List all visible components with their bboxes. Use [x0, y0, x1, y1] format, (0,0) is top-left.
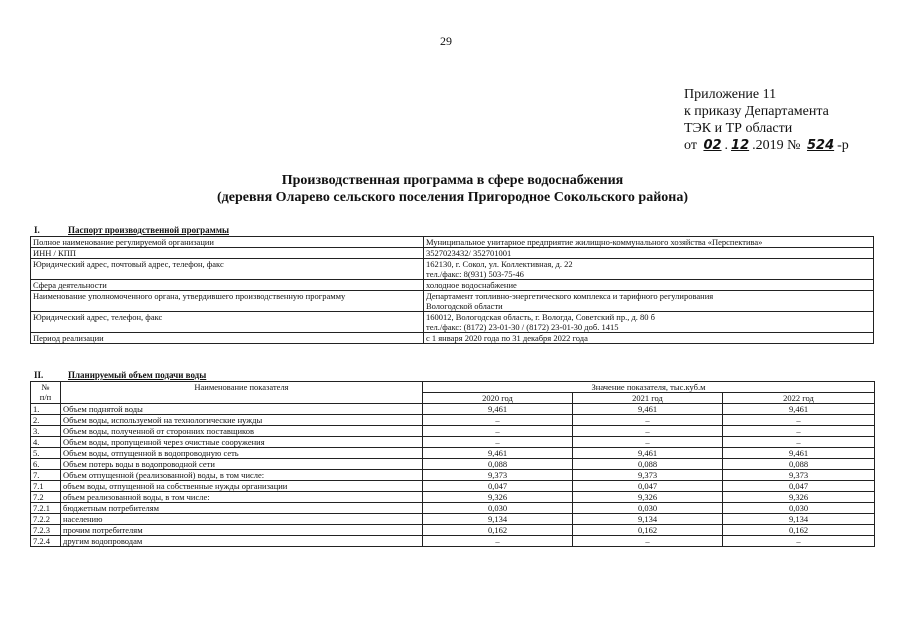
- indicator-value: 9,461: [573, 448, 723, 459]
- passport-value: [424, 237, 874, 248]
- order-suffix: -р: [837, 138, 849, 153]
- header-text: п/п: [39, 392, 52, 402]
- indicator-value: 9,373: [423, 470, 573, 481]
- row-number: 3.: [31, 426, 61, 437]
- passport-value-line: 160012, Вологодская область, г. Вологда, Советский пр., д. 80 б: [426, 312, 656, 322]
- header-year: 2022 год: [723, 393, 875, 404]
- row-number: 7.: [31, 470, 61, 481]
- indicator-value: 9,461: [723, 448, 875, 459]
- row-number: 7.2: [31, 492, 61, 503]
- title-line: (деревня Оларево сельского поселения Пригородное Сокольского района): [216, 190, 689, 205]
- indicator-value: –: [423, 536, 573, 547]
- header-num-cell: [31, 382, 61, 404]
- date-prefix: от: [684, 138, 697, 153]
- header-text: №: [41, 382, 50, 392]
- page-number: 29: [440, 34, 452, 48]
- indicator-value: –: [723, 426, 875, 437]
- header-value-group: Значение показателя, тыс.куб.м: [423, 382, 875, 393]
- passport-label: Период реализации: [31, 333, 424, 344]
- indicator-value: 9,326: [723, 492, 875, 503]
- passport-label: Юридический адрес, телефон, факс: [31, 312, 424, 333]
- passport-value: [424, 312, 874, 333]
- table-row: [31, 312, 874, 333]
- indicator-value: 0,162: [723, 525, 875, 536]
- indicator-value: 0,088: [723, 459, 875, 470]
- table-row: [31, 459, 875, 470]
- indicator-name: Объем воды, полученной от сторонних поставщиков: [61, 426, 423, 437]
- table-row: [31, 503, 875, 514]
- indicator-name: Объем воды, используемой на технологические нужды: [61, 415, 423, 426]
- indicator-name: объем реализованной воды, в том числе:: [61, 492, 423, 503]
- passport-value-line: 3527023432/ 352701001: [426, 248, 512, 258]
- indicator-name: населению: [61, 514, 423, 525]
- table-row: [31, 481, 875, 492]
- handwritten-day: 02: [703, 138, 722, 153]
- handwritten-month: 12: [731, 138, 750, 153]
- passport-value: [424, 291, 874, 312]
- table-row: [31, 280, 874, 291]
- row-number: 7.2.3: [31, 525, 61, 536]
- section-number: II.: [34, 370, 44, 380]
- indicator-value: –: [723, 415, 875, 426]
- passport-value: [424, 259, 874, 280]
- passport-value: [424, 280, 874, 291]
- indicator-name: Объем отпущенной (реализованной) воды, в том числе:: [61, 470, 423, 481]
- table-row: [31, 237, 874, 248]
- indicator-value: 9,461: [723, 404, 875, 415]
- row-number: 7.2.2: [31, 514, 61, 525]
- indicator-name: другим водопроводам: [61, 536, 423, 547]
- indicator-value: 0,162: [423, 525, 573, 536]
- table-row: [31, 525, 875, 536]
- indicator-value: 0,047: [723, 481, 875, 492]
- passport-table: [30, 236, 874, 344]
- indicator-value: 0,030: [573, 503, 723, 514]
- passport-value-line: 162130, г. Сокол, ул. Коллективная, д. 22: [426, 259, 573, 269]
- indicator-value: –: [573, 426, 723, 437]
- indicator-value: 9,461: [573, 404, 723, 415]
- indicator-value: 0,047: [423, 481, 573, 492]
- section-heading: [34, 225, 229, 235]
- row-number: 5.: [31, 448, 61, 459]
- section-title: Планируемый объем подачи воды: [68, 370, 207, 380]
- indicator-value: 9,134: [423, 514, 573, 525]
- indicator-value: –: [723, 437, 875, 448]
- appendix-block: [684, 86, 849, 154]
- indicator-name: бюджетным потребителям: [61, 503, 423, 514]
- table-row: [31, 536, 875, 547]
- indicator-value: 0,088: [573, 459, 723, 470]
- passport-value: [424, 248, 874, 259]
- indicator-value: 9,134: [723, 514, 875, 525]
- passport-value-line: с 1 января 2020 года по 31 декабря 2022 года: [426, 333, 588, 343]
- indicator-value: 0,030: [423, 503, 573, 514]
- document-title: [0, 172, 905, 206]
- indicator-value: 9,326: [573, 492, 723, 503]
- row-number: 7.2.4: [31, 536, 61, 547]
- appendix-line: ТЭК и ТР области: [684, 121, 793, 136]
- table-row: [31, 514, 875, 525]
- table-row: [31, 470, 875, 481]
- appendix-line: к приказу Департамента: [684, 104, 829, 119]
- handwritten-order-number: 524: [806, 138, 835, 153]
- passport-label: ИНН / КПП: [31, 248, 424, 259]
- row-number: 4.: [31, 437, 61, 448]
- water-volume-table: [30, 381, 875, 547]
- table-row: [31, 291, 874, 312]
- passport-label: Сфера деятельности: [31, 280, 424, 291]
- row-number: 1.: [31, 404, 61, 415]
- header-year: 2021 год: [573, 393, 723, 404]
- section-number: I.: [34, 225, 40, 235]
- indicator-value: 0,088: [423, 459, 573, 470]
- indicator-value: 0,047: [573, 481, 723, 492]
- indicator-value: –: [423, 426, 573, 437]
- passport-value-line: Вологодской области: [426, 301, 503, 311]
- indicator-value: –: [423, 415, 573, 426]
- indicator-value: 9,461: [423, 448, 573, 459]
- passport-value-line: холодное водоснабжение: [426, 280, 517, 290]
- table-row: [31, 426, 875, 437]
- indicator-value: 9,134: [573, 514, 723, 525]
- passport-label: Наименование уполномоченного органа, утвердившего производственную программу: [31, 291, 424, 312]
- passport-value-line: тел./факс: 8(931) 503-75-46: [426, 269, 524, 279]
- passport-label: Полное наименование регулируемой организации: [31, 237, 424, 248]
- row-number: 7.2.1: [31, 503, 61, 514]
- table-row: [31, 259, 874, 280]
- passport-value-line: тел./факс: (8172) 23-01-30 / (8172) 23-01-30 доб. 1415: [426, 322, 619, 332]
- indicator-name: Объем воды, отпущенной в водопроводную сеть: [61, 448, 423, 459]
- passport-label: Юридический адрес, почтовый адрес, телефон, факс: [31, 259, 424, 280]
- indicator-value: –: [573, 437, 723, 448]
- header-name-cell: Наименование показателя: [61, 382, 423, 404]
- section-heading: [34, 370, 206, 380]
- indicator-value: 0,030: [723, 503, 875, 514]
- indicator-value: 9,373: [723, 470, 875, 481]
- indicator-value: –: [573, 536, 723, 547]
- section-title: Паспорт производственной программы: [68, 225, 229, 235]
- passport-value-line: Департамент топливно-энергетического комплекса и тарифного регулирования: [426, 291, 714, 301]
- table-row: [31, 333, 874, 344]
- indicator-name: Объем потерь воды в водопроводной сети: [61, 459, 423, 470]
- indicator-value: –: [573, 415, 723, 426]
- table-row: [31, 437, 875, 448]
- indicator-value: –: [423, 437, 573, 448]
- indicator-value: 9,373: [573, 470, 723, 481]
- row-number: 2.: [31, 415, 61, 426]
- indicator-value: 0,162: [573, 525, 723, 536]
- table-row: [31, 415, 875, 426]
- indicator-value: –: [723, 536, 875, 547]
- table-row: [31, 248, 874, 259]
- indicator-name: Объем поднятой воды: [61, 404, 423, 415]
- row-number: 6.: [31, 459, 61, 470]
- table-row: [31, 404, 875, 415]
- table-header-row: [31, 382, 875, 393]
- title-line: Производственная программа в сфере водоснабжения: [281, 173, 624, 188]
- indicator-name: Объем воды, пропущенной через очистные сооружения: [61, 437, 423, 448]
- appendix-line: Приложение 11: [684, 87, 777, 102]
- year-text: .2019 №: [752, 138, 801, 153]
- appendix-date-line: от 02 . 12 .2019 № 524 -р: [684, 138, 849, 153]
- indicator-value: 9,326: [423, 492, 573, 503]
- passport-value: [424, 333, 874, 344]
- table-row: [31, 448, 875, 459]
- row-number: 7.1: [31, 481, 61, 492]
- indicator-name: прочим потребителям: [61, 525, 423, 536]
- table-row: [31, 492, 875, 503]
- header-year: 2020 год: [423, 393, 573, 404]
- passport-value-line: Муниципальное унитарное предприятие жилищно-коммунального хозяйства «Перспектива»: [426, 237, 763, 247]
- indicator-value: 9,461: [423, 404, 573, 415]
- indicator-name: объем воды, отпущенной на собственные нужды организации: [61, 481, 423, 492]
